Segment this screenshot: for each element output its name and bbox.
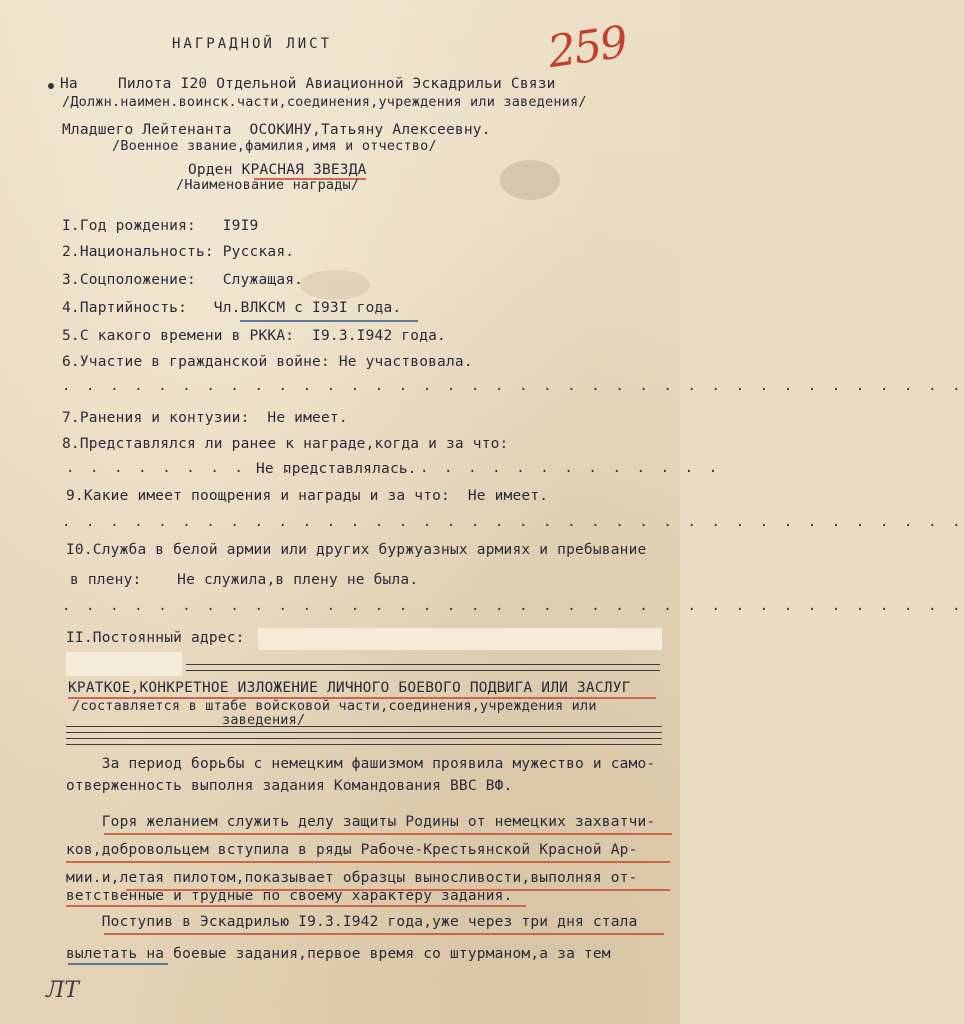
body-line: За период борьбы с немецким фашизмом проявила мужество и само-: [66, 756, 656, 772]
bullet-mark: [48, 83, 54, 89]
body-line: Горя желанием служить делу защиты Родины от немецких захватчи-: [66, 814, 656, 830]
dotted-line: . . . . . . . . . . . . . . . . . . . . . . . . . . . . . . . . . . . . . .: [62, 598, 964, 614]
blue-underline: [240, 320, 418, 322]
red-underline: [104, 933, 664, 935]
red-underline: [66, 905, 526, 907]
person-caption: /Военное звание,фамилия,имя и отчество/: [112, 138, 437, 154]
double-rule: [66, 726, 662, 733]
field-captivity: в плену: Не служила,в плену не была.: [70, 572, 419, 588]
unit-line: Пилота I20 Отдельной Авиационной Эскадрильи Связи: [118, 76, 556, 92]
double-rule: [66, 738, 662, 745]
blue-underline: [68, 963, 168, 965]
person-line: Младшего Лейтенанта ОСОКИНУ,Татьяну Алексеевну.: [62, 122, 491, 138]
field-incentives: 9.Какие имеет поощрения и награды и за что: Не имеет.: [66, 488, 549, 504]
body-line: ветственные и трудные по своему характеру задания.: [66, 888, 513, 904]
award-line: Орден КРАСНАЯ ЗВЕЗДА: [188, 162, 367, 178]
dotted-line: . . . . . . . . . . . . . . . . . . . . . . . . . . . . . . . . . . . . . .: [62, 378, 964, 394]
double-rule: [186, 664, 660, 671]
body-line: вылетать на боевые задания,первое время со штурманом,а за тем: [66, 946, 611, 962]
field-previous-awards-q: 8.Представлялся ли ранее к награде,когда и за что:: [62, 436, 509, 452]
body-line: мии.и,летая пилотом,показывает образцы выносливости,выполняя от-: [66, 870, 638, 886]
dotted-line: . . . . . . . . . . . . . . . . . . . . . . . . . . . . . . . . . . . . . .: [62, 514, 964, 530]
dotted-line: . . . . . . . . . .: [66, 460, 295, 476]
redacted-area: [258, 628, 662, 650]
feat-caption-2: заведения/: [222, 712, 306, 728]
handwritten-number: 259: [544, 16, 630, 79]
dotted-line: . . . . . . . . . . . . .: [420, 460, 721, 476]
redacted-area: [66, 652, 182, 676]
body-line: ков,добровольцем вступила в ряды Рабоче-Крестьянской Красной Ар-: [66, 842, 638, 858]
red-underline: [104, 833, 672, 835]
unit-caption: /Должн.наимен.воинск.части,соединения,учреждения или заведения/: [62, 94, 587, 110]
field-nationality: 2.Национальность: Русская.: [62, 244, 295, 260]
paper-stain: [300, 270, 370, 300]
field-rkka-since: 5.С какого времени в РККА: I9.3.I942 года.: [62, 328, 446, 344]
body-line: Поступив в Эскадрилью I9.3.I942 года,уже через три дня стала: [66, 914, 638, 930]
handwritten-initials: ЛТ: [46, 978, 80, 1003]
field-address: II.Постоянный адрес:: [66, 630, 245, 646]
feat-heading: КРАТКОЕ,КОНКРЕТНОЕ ИЗЛОЖЕНИЕ ЛИЧНОГО БОЕВОГО ПОДВИГА ИЛИ ЗАСЛУГ: [68, 680, 631, 696]
field-birth-year: I.Год рождения: I9I9: [62, 218, 259, 234]
red-underline: [66, 861, 670, 863]
body-line: отверженность выполня задания Командования ВВС ВФ.: [66, 778, 513, 794]
field-white-army: I0.Служба в белой армии или других буржуазных армиях и пребывание: [66, 542, 647, 558]
award-caption: /Наименование награды/: [176, 177, 360, 193]
paper-stain: [500, 160, 560, 200]
prefix-na: На: [60, 76, 78, 92]
field-party: 4.Партийность: Чл.ВЛКСМ с I93I года.: [62, 300, 402, 316]
feat-caption-1: /составляется в штабе войсковой части,соединения,учреждения или: [72, 698, 597, 714]
field-social-status: 3.Соцположение: Служащая.: [62, 272, 304, 288]
document-title: НАГРАДНОЙ ЛИСТ: [172, 36, 333, 52]
field-civil-war: 6.Участие в гражданской войне: Не участвовала.: [62, 354, 473, 370]
field-wounds: 7.Ранения и контузии: Не имеет.: [62, 410, 348, 426]
field-previous-awards-a: Не представлялась.: [256, 461, 417, 477]
